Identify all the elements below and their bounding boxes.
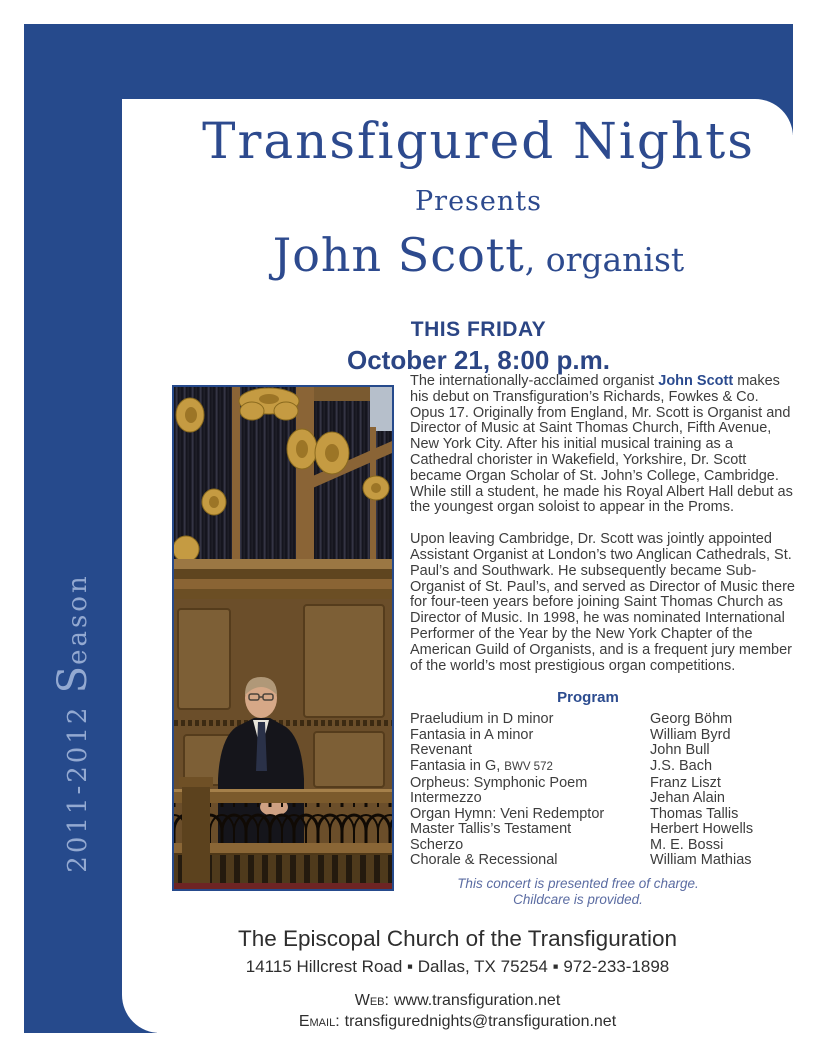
season-rest: eason [63,573,93,665]
organist-photo-illustration [174,387,392,889]
program-row [410,853,796,869]
piece-title: Fantasia in A minor [410,726,534,743]
season-years: 2011-2012 [63,693,93,873]
composer-name: Jehan Alain [650,790,725,807]
program-row [410,712,796,728]
piece-title: Orpheus: Symphonic Poem [410,774,588,791]
flyer-header [122,112,793,376]
program-row [410,776,796,792]
organist-photo [172,385,394,891]
program-heading: Program [557,689,619,707]
program-row [410,743,796,759]
piece-title: Master Tallis’s Testament [410,821,572,838]
composer-name: M. E. Bossi [650,836,724,853]
program-row [410,807,796,823]
program-row [410,728,796,744]
piece-title: Revenant [410,742,473,759]
venue-address: 14115 Hillcrest Road ▪ Dallas, TX 75254 ▪ 972-233-1898 [245,957,670,976]
note-line-2: Childcare is provided. [513,891,643,907]
piece-title: Scherzo [410,836,464,853]
composer-name: William Mathias [650,852,752,869]
free-admission-note [360,876,796,907]
contact-block [122,990,793,1032]
composer-name: Herbert Howells [650,821,754,838]
piece-title: Intermezzo [410,790,482,807]
presents-line: Presents [415,186,542,217]
note-line-1: This concert is presented free of charge. [457,876,699,891]
date-line-1: THIS FRIDAY [410,318,547,341]
artist-role: , organist [524,240,685,279]
bio-paragraph-2: Upon leaving Cambridge, Dr. Scott was jointly appointed Assistant Organist at London’s two Anglican Cathedrals, St. Paul’s and Southwark. He subsequently became Sub-Organist of St. Paul’s, and served as Director of Music there for four-teen years before joining Saint Thomas Church as Director of Music. In 1998, he was nominated International Performer of the Year by the New York Chapter of the American Guild of Organists, and is a frequent jury member of the world’s most prestigious organ competitions. [410,531,795,674]
bio-column [410,374,796,869]
bio-p1-before: The internationally-acclaimed organist [410,373,659,389]
email-line [122,1011,793,1032]
web-value: www.transfiguration.net [393,992,561,1009]
program-row [410,838,796,854]
composer-name: John Bull [650,742,710,759]
bio-p1-after: makes his debut on Transfiguration’s Richards, Fowkes & Co. Opus 17. Originally from England, Mr. Scott is Organist and Director of Music at Saint Thomas Church, Fifth Avenue, New York City. After his initial musical training as a Cathedral chorister in Wakefield, Yorkshire, Dr. Scott became Organ Scholar of St. John’s College, Cambridge. While still a student, he made his Royal Albert Hall debut as the youngest organ soloist to appear in the Proms. [410,373,793,516]
web-label: Web: [354,992,389,1009]
artist-line [164,227,793,294]
composer-name: Franz Liszt [650,774,721,791]
composer-name: Thomas Tallis [650,805,739,822]
artist-name: John Scott [272,228,525,282]
composer-name: Georg Böhm [650,711,733,728]
program-list [410,712,796,869]
composer-name: William Byrd [650,726,731,743]
piece-title: Organ Hymn: Veni Redemptor [410,805,605,822]
catalog-number: BWV 572 [504,760,553,773]
piece-title: Chorale & Recessional [410,852,558,869]
composer-name: J.S. Bach [650,757,713,774]
web-line [122,990,793,1011]
series-title: Transfigured Nights [202,112,755,170]
program-row [410,822,796,838]
season-label [50,533,96,913]
piece-title: Praeludium in D minor [410,711,554,728]
artist-name-inline: John Scott [658,373,734,389]
bio-paragraph-1 [410,374,796,516]
piece-title: Fantasia in G, BWV 572 [410,757,553,774]
email-label: Email: [298,1013,340,1030]
venue-name: The Episcopal Church of the Transfiguration [238,926,677,951]
program-row [410,791,796,807]
season-initial: S [50,664,96,694]
venue-block [122,926,793,977]
date-line-2: October 21, 8:00 p.m. [347,345,610,375]
program-row [410,759,796,776]
email-value: transfigurednights@transfiguration.net [344,1013,617,1030]
